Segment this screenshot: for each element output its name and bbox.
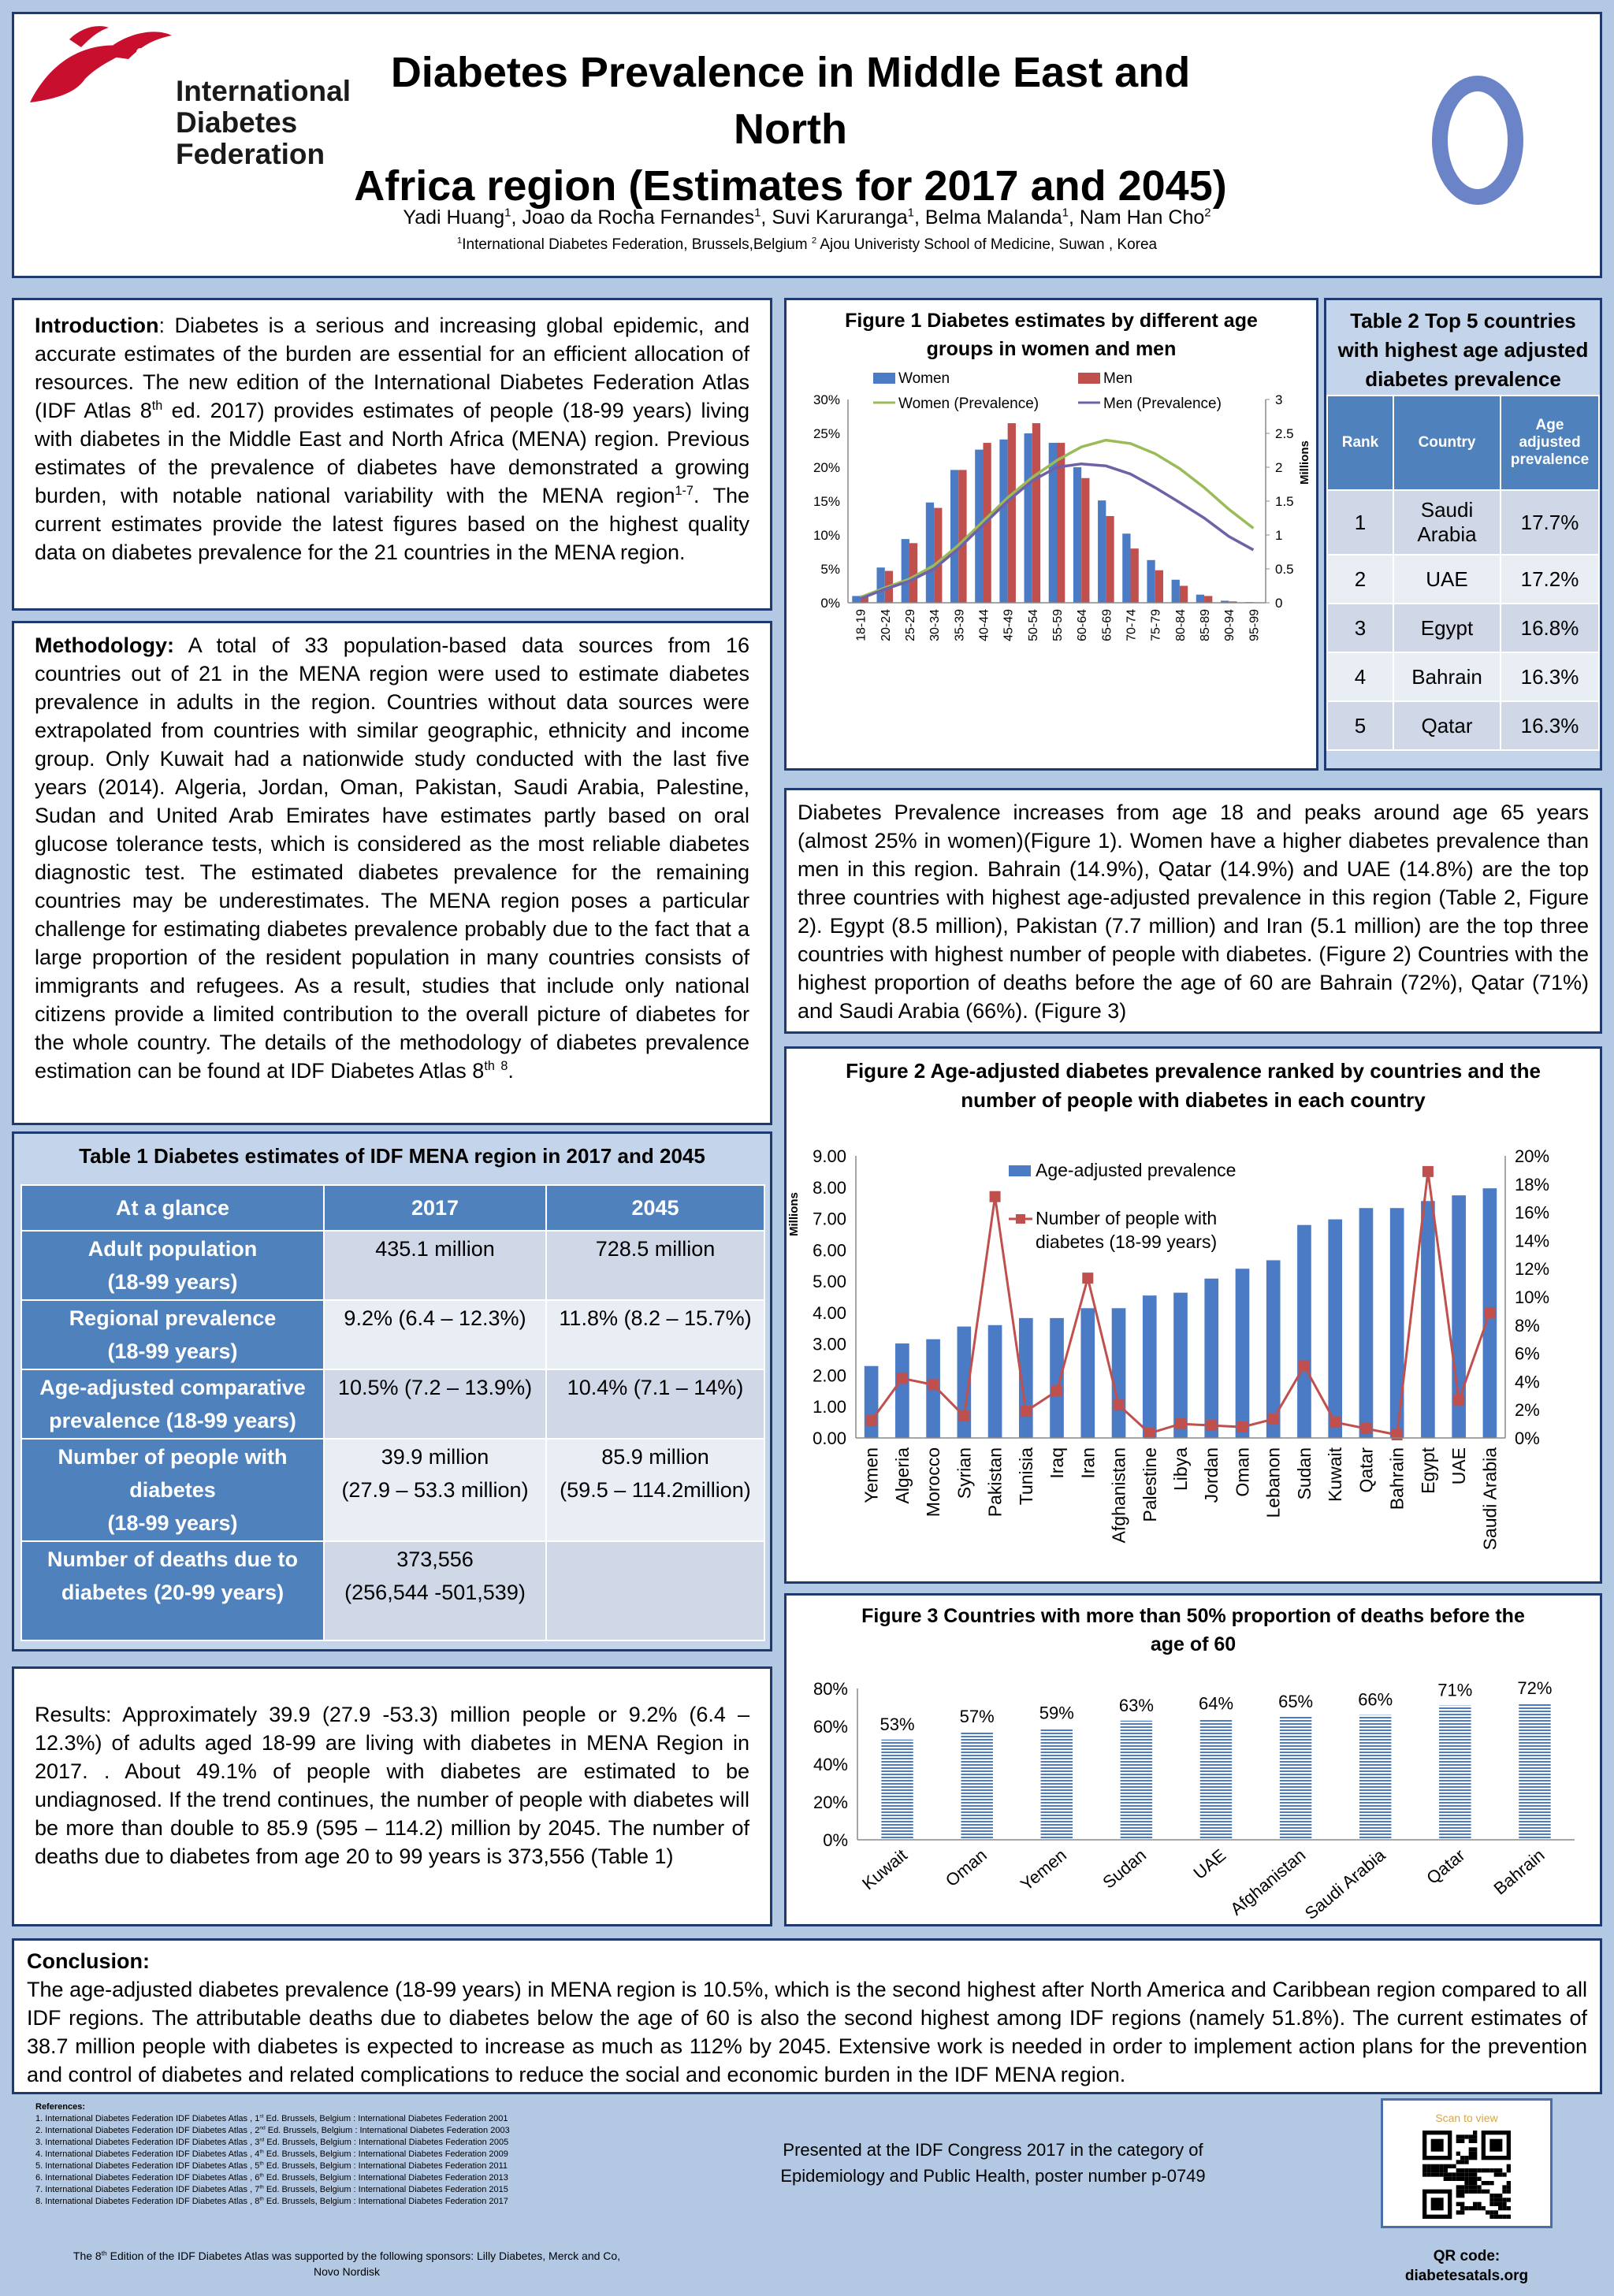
y2-tick-label: 3 xyxy=(1275,392,1283,407)
x-tick-label: Yemen xyxy=(1017,1845,1070,1895)
figure2-marker-people xyxy=(1144,1428,1155,1439)
methodology-text: Methodology: A total of 33 population-based data sources from 16 countries out of 21 in the MENA region were used to estimate diabetes prevalence in adults in the region. Countries without data sources were extrapolated from countries with similar geographic, ethnicity and income group. Only Kuwait had a nationwide study conducted with the last five years (2014). Algeria, Jordan, Oman, Pakistan, Saudi Arabia, Palestine, Sudan and United Arab Emirates have estimates partly based on oral glucose tolerance tests, which is considered as the most reliable diabetes diagnostic test. The estimated diabetes prevalence for the remaining countries may be underestimates. The MENA region poses a particular challenge for estimating diabetes prevalence probably due to the fact that a large proportion of the resident population in many countries consists of immigrants and refugees. As a result, studies that include only national citizens provide a limited contribution to the overall picture of diabetes for the whole country. The details of the methodology of diabetes prevalence estimation can be found at IDF Diabetes Atlas 8th $^8$. xyxy=(35,633,749,1083)
figure2-marker-people xyxy=(1392,1429,1403,1440)
figure1-bar-men xyxy=(1204,596,1212,603)
table-row xyxy=(21,1369,764,1439)
figure3-bar xyxy=(881,1740,913,1840)
figure1-bar-women xyxy=(876,567,884,603)
figure2-bar-prevalence xyxy=(1236,1269,1250,1438)
table2-box xyxy=(1324,298,1602,771)
y-tick-label: 15% xyxy=(813,494,840,509)
figure2-bar-prevalence xyxy=(1297,1225,1311,1438)
figure1-bar-men xyxy=(1032,423,1040,603)
table1-cell: 435.1 million xyxy=(324,1231,546,1300)
x-tick-label: Sudan xyxy=(1099,1845,1151,1893)
table1-row-label: Number of deaths due to diabetes (20-99 years) xyxy=(21,1541,324,1640)
table2-value: 16.3% xyxy=(1501,652,1599,701)
table-row xyxy=(21,1300,764,1369)
x-tick-label: 40-44 xyxy=(977,609,991,641)
y-tick-label: 60% xyxy=(813,1717,848,1737)
table-row xyxy=(1327,604,1599,652)
table2-value: 17.7% xyxy=(1501,490,1599,555)
table2-header: Country xyxy=(1393,396,1501,490)
qr-frame xyxy=(1381,2098,1553,2228)
figure2-bar-prevalence xyxy=(1328,1220,1342,1438)
figure1-chart xyxy=(787,366,1316,768)
results-box xyxy=(12,1666,772,1926)
y-tick-label: 10% xyxy=(813,528,840,543)
legend-label: Men (Prevalence) xyxy=(1103,396,1222,412)
x-tick-label: Qatar xyxy=(1422,1845,1469,1889)
figure2-marker-people xyxy=(897,1373,908,1384)
figure1-bar-women xyxy=(1196,595,1204,603)
figure1-bar-women xyxy=(926,503,934,603)
figure2-marker-people xyxy=(1453,1395,1464,1406)
y2-tick-label: 6% xyxy=(1515,1343,1540,1364)
legend-label: Age-adjusted prevalence xyxy=(1036,1160,1237,1180)
y2-tick-label: 10% xyxy=(1515,1287,1550,1307)
summary-text: Diabetes Prevalence increases from age 18 and peaks around age 65 years (almost 25% in women)(Figure 1). Women have a higher diabetes prevalence than men in this region. Bahrain (14.9%), Qatar (14.9%) and UAE (14.8%) are the top three countries with highest age-adjusted prevalence in this region (Table 2, Figure 2). Egypt (8.5 million), Pakistan (7.7 million) and Iran (5.1 million) are the top three countries with highest number of people with diabetes. (Figure 2) Countries with the highest proportion of deaths before the age of 60 are Bahrain (72%), Qatar (71%) and Saudi Arabia (66%). (Figure 3) xyxy=(798,801,1589,1023)
table1-row-label: Age-adjusted comparative prevalence (18-99 years) xyxy=(21,1369,324,1439)
figure2-legend xyxy=(1009,1160,1236,1252)
legend-swatch-men xyxy=(1078,373,1100,384)
results-text: Results: Approximately 39.9 (27.9 -53.3) million people or 9.2% (6.4 – 12.3%) of adults aged 18-99 are living with diabetes in MENA Region in 2017. . About 49.1% of people with diabetes are estimated to be undiagnosed. If the trend continues, the number of people with diabetes will be more than double to 85.9 (595 – 114.2) million by 2045. The number of deaths due to diabetes from age 20 to 99 years is 373,556 (Table 1) xyxy=(35,1703,749,1868)
y2-tick-label: 2.5 xyxy=(1275,426,1294,441)
table-row xyxy=(21,1541,764,1640)
figure2-bar-prevalence xyxy=(1421,1201,1435,1438)
table2-country: Bahrain xyxy=(1393,652,1501,701)
figure2-marker-people xyxy=(990,1191,1001,1202)
x-tick-label: 20-24 xyxy=(879,609,893,641)
introduction-box xyxy=(12,298,772,611)
data-label: 63% xyxy=(1118,1695,1154,1715)
table1-row-label: Adult population (18-99 years) xyxy=(21,1231,324,1300)
x-tick-label: Morocco xyxy=(923,1447,944,1518)
figure2-y-label: Millions xyxy=(787,1192,801,1236)
x-tick-label: Afghanistan xyxy=(1226,1845,1310,1919)
x-tick-label: Libya xyxy=(1170,1447,1191,1491)
poster-title xyxy=(345,44,1236,214)
reference-item: 7. International Diabetes Federation IDF Diabetes Atlas , 7th Ed. Brussels, Belgium : International Diabetes Federation 2015 xyxy=(35,2184,508,2194)
y-tick-label: 40% xyxy=(813,1755,848,1774)
table2-header-row xyxy=(1327,396,1599,490)
author: Joao da Rocha Fernandes$^1$, xyxy=(522,206,772,228)
figure2-marker-people xyxy=(1330,1417,1341,1428)
x-tick-label: Afghanistan xyxy=(1108,1447,1129,1544)
figure3-bar xyxy=(1439,1706,1471,1840)
reference-item: 8. International Diabetes Federation IDF Diabetes Atlas , 8th Ed. Brussels, Belgium : International Diabetes Federation 2017 xyxy=(35,2196,508,2206)
figure1-bar-women xyxy=(1147,560,1155,603)
y2-tick-label: 12% xyxy=(1515,1259,1550,1280)
blue-circle-icon xyxy=(1430,73,1525,207)
y2-tick-label: 18% xyxy=(1515,1174,1550,1194)
table2-country: Egypt xyxy=(1393,604,1501,652)
x-tick-label: 25-29 xyxy=(903,609,917,641)
figure1-bar-women xyxy=(950,470,958,603)
x-tick-label: 65-69 xyxy=(1100,609,1114,641)
figure1-bar-women xyxy=(1073,467,1081,603)
figure1-bar-women xyxy=(1098,500,1106,603)
figure3-bar xyxy=(1121,1721,1152,1840)
reference-item: 5. International Diabetes Federation IDF Diabetes Atlas , 5th Ed. Brussels, Belgium : International Diabetes Federation 2011 xyxy=(35,2160,508,2171)
figure1-bar-women xyxy=(852,596,860,603)
figure2-box xyxy=(784,1046,1602,1584)
y-tick-label: 2.00 xyxy=(813,1365,846,1386)
y2-tick-label: 2 xyxy=(1275,460,1283,475)
conclusion-box xyxy=(12,1938,1602,2094)
y2-tick-label: 14% xyxy=(1515,1231,1550,1251)
authors-line xyxy=(14,206,1600,229)
x-tick-label: 80-84 xyxy=(1173,609,1188,641)
x-tick-label: Jordan xyxy=(1201,1447,1222,1503)
data-label: 71% xyxy=(1437,1680,1473,1700)
table2-country: Saudi Arabia xyxy=(1393,490,1501,555)
qr-caption: QR code: diabetesatals.org xyxy=(1404,2248,1529,2284)
legend-label: Number of people with xyxy=(1036,1208,1218,1228)
table2 xyxy=(1326,395,1600,751)
figure1-box xyxy=(784,298,1318,771)
legend-swatch-prevalence xyxy=(1009,1165,1031,1176)
figure2-bar-prevalence xyxy=(988,1325,1002,1438)
table1-title: Table 1 Diabetes estimates of IDF MENA region in 2017 and 2045 xyxy=(79,1144,705,1168)
figure2-marker-people xyxy=(866,1415,877,1426)
table2-rank: 3 xyxy=(1327,604,1393,652)
data-label: 53% xyxy=(880,1714,915,1734)
legend-label: Women (Prevalence) xyxy=(898,396,1039,412)
figure2-marker-people xyxy=(1237,1421,1248,1432)
figure2-marker-people xyxy=(1051,1385,1062,1396)
data-label: 72% xyxy=(1517,1678,1553,1699)
figure2-marker-people xyxy=(1268,1414,1279,1425)
reference-item: 4. International Diabetes Federation IDF Diabetes Atlas , 4th Ed. Brussels, Belgium : International Diabetes Federation 2009 xyxy=(35,2149,508,2159)
x-tick-label: Sudan xyxy=(1293,1447,1315,1500)
y-tick-label: 3.00 xyxy=(813,1334,846,1354)
x-tick-label: Oman xyxy=(941,1845,991,1891)
figure2-marker-people xyxy=(1021,1406,1032,1417)
data-label: 59% xyxy=(1039,1703,1074,1723)
figure2-bar-prevalence xyxy=(1050,1318,1064,1438)
table1-cell: 373,556 (256,544 -501,539) xyxy=(324,1541,546,1640)
x-tick-label: Yemen xyxy=(861,1447,882,1503)
reference-item: 1. International Diabetes Federation IDF Diabetes Atlas , 1st Ed. Brussels, Belgium : International Diabetes Federation 2001 xyxy=(35,2113,508,2123)
table1-row-label: Number of people with diabetes (18-99 years) xyxy=(21,1439,324,1541)
y2-tick-label: 8% xyxy=(1515,1315,1540,1336)
data-label: 64% xyxy=(1198,1693,1234,1714)
table1-box xyxy=(12,1131,772,1651)
y-tick-label: 9.00 xyxy=(813,1146,846,1166)
x-tick-label: 70-74 xyxy=(1125,609,1139,641)
x-tick-label: Iran xyxy=(1077,1447,1099,1479)
y-tick-label: 20% xyxy=(813,460,840,475)
y2-tick-label: 16% xyxy=(1515,1202,1550,1223)
y-tick-label: 0% xyxy=(823,1830,848,1850)
table2-header: Rank xyxy=(1327,396,1393,490)
reference-item: 3. International Diabetes Federation IDF Diabetes Atlas , 3rd Ed. Brussels, Belgium : International Diabetes Federation 2005 xyxy=(35,2137,509,2147)
figure2-marker-people xyxy=(1299,1361,1310,1372)
x-tick-label: 85-89 xyxy=(1199,609,1213,641)
legend-label: Women xyxy=(898,370,950,387)
table2-country: UAE xyxy=(1393,555,1501,604)
figure3-bar xyxy=(1200,1718,1232,1840)
y2-tick-label: 4% xyxy=(1515,1372,1540,1392)
table-row xyxy=(1327,555,1599,604)
y2-tick-label: 0% xyxy=(1515,1428,1540,1448)
x-tick-label: Bahrain xyxy=(1386,1447,1408,1510)
y-tick-label: 7.00 xyxy=(813,1209,846,1229)
figure3-chart xyxy=(787,1660,1600,1925)
figure3-bar xyxy=(1359,1715,1391,1840)
reference-item: 6. International Diabetes Federation IDF Diabetes Atlas , 6th Ed. Brussels, Belgium : International Diabetes Federation 2013 xyxy=(35,2172,508,2183)
affiliations-line: $^1$International Diabetes Federation, Brussels,Belgium $^2$ Ajou Univeristy School of Medicine, Suwan , Korea xyxy=(456,236,1158,253)
data-label: 65% xyxy=(1278,1692,1314,1711)
figure2-bar-prevalence xyxy=(1143,1295,1157,1438)
author: Yadi Huang$^1$, xyxy=(403,206,523,228)
table2-value: 16.3% xyxy=(1501,701,1599,750)
reference-item: 2. International Diabetes Federation IDF Diabetes Atlas , 2nd Ed. Brussels, Belgium : International Diabetes Federation 2003 xyxy=(35,2125,510,2135)
figure2-bar-prevalence xyxy=(1359,1208,1374,1438)
figure2-bar-prevalence xyxy=(1112,1308,1126,1438)
table-row xyxy=(1327,652,1599,701)
table1 xyxy=(20,1184,765,1641)
x-tick-label: 75-79 xyxy=(1149,609,1163,641)
figure2-bar-prevalence xyxy=(865,1366,879,1438)
table1-header-row xyxy=(21,1185,764,1231)
table1-cell: 9.2% (6.4 – 12.3%) xyxy=(324,1300,546,1369)
figure3-bar xyxy=(1519,1703,1550,1840)
title-line: Africa region (Estimates for 2017 and 2045) xyxy=(354,162,1227,210)
x-tick-label: 95-99 xyxy=(1248,609,1262,641)
figure3-bar xyxy=(1041,1728,1073,1840)
table1-header: At a glance xyxy=(21,1185,324,1231)
figure2-marker-people xyxy=(1206,1420,1217,1431)
table1-cell: 11.8% (8.2 – 15.7%) xyxy=(546,1300,764,1369)
x-tick-label: Algeria xyxy=(891,1447,913,1504)
figure1-bar-men xyxy=(909,543,917,603)
logo-line: Federation xyxy=(176,138,325,170)
table1-cell: 728.5 million xyxy=(546,1231,764,1300)
table1-cell: 39.9 million (27.9 – 53.3 million) xyxy=(324,1439,546,1541)
legend-swatch-women xyxy=(873,373,895,384)
figure2-bar-prevalence xyxy=(895,1343,909,1438)
figure2-marker-people xyxy=(1114,1399,1125,1410)
figure2-bar-prevalence xyxy=(1173,1293,1188,1438)
y-tick-label: 25% xyxy=(813,426,840,441)
author: Suvi Karuranga$^1$, xyxy=(772,206,925,228)
y-tick-label: 8.00 xyxy=(813,1177,846,1198)
figure2-marker-people xyxy=(1175,1418,1186,1429)
table1-cell: 10.4% (7.1 – 14%) xyxy=(546,1369,764,1439)
table-row xyxy=(21,1439,764,1541)
figure1-bar-men xyxy=(1155,570,1163,603)
author: Nam Han Cho$^2$ xyxy=(1079,206,1211,228)
figure2-marker-people xyxy=(1360,1423,1371,1434)
figure1-bar-men xyxy=(1106,516,1114,603)
x-tick-label: Lebanon xyxy=(1263,1447,1284,1518)
y2-tick-label: 20% xyxy=(1515,1146,1550,1166)
x-tick-label: 30-34 xyxy=(928,609,943,641)
figure2-marker-people xyxy=(928,1379,939,1390)
author: Belma Malanda$^1$, xyxy=(924,206,1080,228)
table2-rank: 4 xyxy=(1327,652,1393,701)
figure1-bar-women xyxy=(902,539,909,603)
figure3-bar xyxy=(961,1732,992,1840)
methodology-box xyxy=(12,621,772,1125)
figure2-bar-prevalence xyxy=(1080,1308,1095,1438)
table2-rank: 2 xyxy=(1327,555,1393,604)
table1-cell xyxy=(546,1541,764,1640)
x-tick-label: Kuwait xyxy=(858,1845,911,1894)
legend-label: diabetes (18-99 years) xyxy=(1036,1232,1218,1252)
figure2-marker-people xyxy=(1082,1272,1093,1284)
x-tick-label: UAE xyxy=(1189,1845,1230,1883)
x-tick-label: Qatar xyxy=(1356,1447,1377,1493)
table1-header: 2045 xyxy=(546,1185,764,1231)
references xyxy=(35,2101,510,2208)
figure2-bar-prevalence xyxy=(1204,1279,1218,1438)
data-label: 57% xyxy=(959,1707,995,1727)
figure1-bar-men xyxy=(1081,478,1089,603)
figure2-marker-people xyxy=(1484,1307,1495,1318)
idf-bird-logo-icon xyxy=(22,24,180,118)
figure2-chart xyxy=(787,1116,1600,1581)
x-tick-label: 50-54 xyxy=(1026,609,1040,641)
x-tick-label: Kuwait xyxy=(1325,1447,1346,1503)
x-tick-label: 35-39 xyxy=(953,609,967,641)
y2-tick-label: 0.5 xyxy=(1275,562,1294,577)
figure2-title: Figure 2 Age-adjusted diabetes prevalence ranked by countries and the number of people with diabetes in each country xyxy=(846,1059,1541,1112)
x-tick-label: Bahrain xyxy=(1489,1845,1549,1899)
y-tick-label: 80% xyxy=(813,1679,848,1699)
y-tick-label: 20% xyxy=(813,1793,848,1812)
x-tick-label: Palestine xyxy=(1139,1447,1160,1522)
qr-scan-label: Scan to view xyxy=(1435,2112,1498,2124)
x-tick-label: UAE xyxy=(1449,1447,1470,1485)
figure1-bar-men xyxy=(958,470,966,603)
y2-tick-label: 1.5 xyxy=(1275,494,1294,509)
legend-label: Men xyxy=(1103,370,1132,387)
figure2-marker-people xyxy=(958,1410,969,1421)
y-tick-label: 0.00 xyxy=(813,1428,846,1448)
x-tick-label: 60-64 xyxy=(1076,609,1090,641)
summary-box xyxy=(784,788,1602,1034)
figure1-bar-men xyxy=(1131,548,1139,603)
y-tick-label: 5% xyxy=(820,562,840,577)
title-line: Diabetes Prevalence in Middle East and North xyxy=(390,49,1191,153)
table-row xyxy=(21,1231,764,1300)
presented-note: Presented at the IDF Congress 2017 in the category of Epidemiology and Public Health, poster number p-0749 xyxy=(780,2140,1206,2186)
figure1-bar-men xyxy=(934,508,942,603)
figure1-bar-women xyxy=(1122,533,1130,603)
table1-header: 2017 xyxy=(324,1185,546,1231)
table2-value: 17.2% xyxy=(1501,555,1599,604)
x-tick-label: 45-49 xyxy=(1002,609,1016,641)
y2-tick-label: 0 xyxy=(1275,596,1283,611)
y-tick-label: 30% xyxy=(813,392,840,407)
y-tick-label: 6.00 xyxy=(813,1240,846,1261)
y-tick-label: 0% xyxy=(820,596,840,611)
y-tick-label: 1.00 xyxy=(813,1397,846,1417)
figure1-bar-women xyxy=(1172,580,1180,603)
figure1-bar-men xyxy=(1008,423,1016,603)
idf-logo-text xyxy=(176,76,351,170)
logo-line: Diabetes xyxy=(176,106,298,139)
qr-code-icon xyxy=(1422,2131,1511,2219)
figure1-title: Figure 1 Diabetes estimates by different age groups in women and men xyxy=(845,310,1258,360)
table1-cell: 85.9 million (59.5 – 114.2million) xyxy=(546,1439,764,1541)
table2-value: 16.8% xyxy=(1501,604,1599,652)
table1-row-label: Regional prevalence (18-99 years) xyxy=(21,1300,324,1369)
y2-tick-label: 2% xyxy=(1515,1400,1540,1421)
header-box xyxy=(12,12,1602,278)
x-tick-label: 55-59 xyxy=(1051,609,1065,641)
logo-line: International xyxy=(176,75,351,107)
x-tick-label: Pakistan xyxy=(984,1447,1006,1518)
legend-swatch-people-marker xyxy=(1016,1214,1025,1224)
x-tick-label: Iraq xyxy=(1047,1447,1068,1479)
figure2-marker-people xyxy=(1422,1166,1434,1177)
figure1-bar-women xyxy=(1025,433,1032,603)
figure1-y2-label: Millions xyxy=(1298,440,1311,485)
figure3-title: Figure 3 Countries with more than 50% proportion of deaths before the age of 60 xyxy=(861,1605,1525,1655)
figure3-box xyxy=(784,1593,1602,1926)
y-tick-label: 4.00 xyxy=(813,1302,846,1323)
table2-title: Table 2 Top 5 countries with highest age adjusted diabetes prevalence xyxy=(1337,309,1589,391)
x-tick-label: Saudi Arabia xyxy=(1300,1845,1389,1924)
table-row xyxy=(1327,701,1599,750)
conclusion-heading: Conclusion: xyxy=(27,1949,150,1973)
x-tick-label: 18-19 xyxy=(854,609,868,641)
x-tick-label: Saudi Arabia xyxy=(1479,1447,1501,1551)
y2-tick-label: 1 xyxy=(1275,528,1283,543)
conclusion-text: The age-adjusted diabetes prevalence (18-99 years) in MENA region is 10.5%, which is the second highest after North America and Caribbean region compared to all IDF regions. The attributable deaths due to diabetes below the age of 60 is also the second highest among IDF regions (namely 51.8%). The current estimates of 38.7 million people with diabetes is expected to increase as much as 112% by 2045. Extensive work is needed in order to implement action plans for the prevention and control of diabetes and related complications to reduce the social and economic burden in the IDF MENA region. xyxy=(27,1978,1587,2086)
table2-country: Qatar xyxy=(1393,701,1501,750)
qr-block[interactable] xyxy=(1381,2098,1553,2289)
table-row xyxy=(1327,490,1599,555)
figure1-legend xyxy=(873,370,1222,412)
x-tick-label: Oman xyxy=(1232,1447,1253,1497)
x-tick-label: Tunisia xyxy=(1015,1447,1036,1506)
data-label: 66% xyxy=(1358,1689,1393,1710)
references-list xyxy=(35,2113,510,2208)
table2-rank: 5 xyxy=(1327,701,1393,750)
table2-rank: 1 xyxy=(1327,490,1393,555)
x-tick-label: Syrian xyxy=(954,1447,975,1499)
figure3-bar xyxy=(1280,1717,1311,1840)
sponsors-note: The 8th Edition of the IDF Diabetes Atlas was supported by the following sponsors: Lilly Diabetes, Merck and Co, Novo Nordisk xyxy=(73,2249,621,2278)
x-tick-label: 90-94 xyxy=(1223,609,1237,641)
table2-header: Age adjusted prevalence xyxy=(1501,396,1599,490)
table1-cell: 10.5% (7.2 – 13.9%) xyxy=(324,1369,546,1439)
introduction-text: Introduction: Diabetes is a serious and increasing global epidemic, and accurate estimates of the burden are essential for an efficient allocation of resources. The new edition of the International Diabetes Federation Atlas (IDF Atlas 8th ed. 2017) provides estimates of people (18-99 years) living with diabetes in the Middle East and North Africa (MENA) region. Previous estimates of the prevalence of diabetes have demonstrated a growing burden, with notable national variability with the MENA region$^{1-7}$. The current estimates provide the latest figures based on the highest quality data on diabetes prevalence for the 21 countries in the MENA region. xyxy=(35,314,749,564)
y-tick-label: 5.00 xyxy=(813,1272,846,1292)
figure1-bar-women xyxy=(999,440,1007,603)
references-heading: References: xyxy=(35,2102,85,2112)
figure1-bar-men xyxy=(1180,586,1188,604)
x-tick-label: Egypt xyxy=(1417,1447,1438,1494)
